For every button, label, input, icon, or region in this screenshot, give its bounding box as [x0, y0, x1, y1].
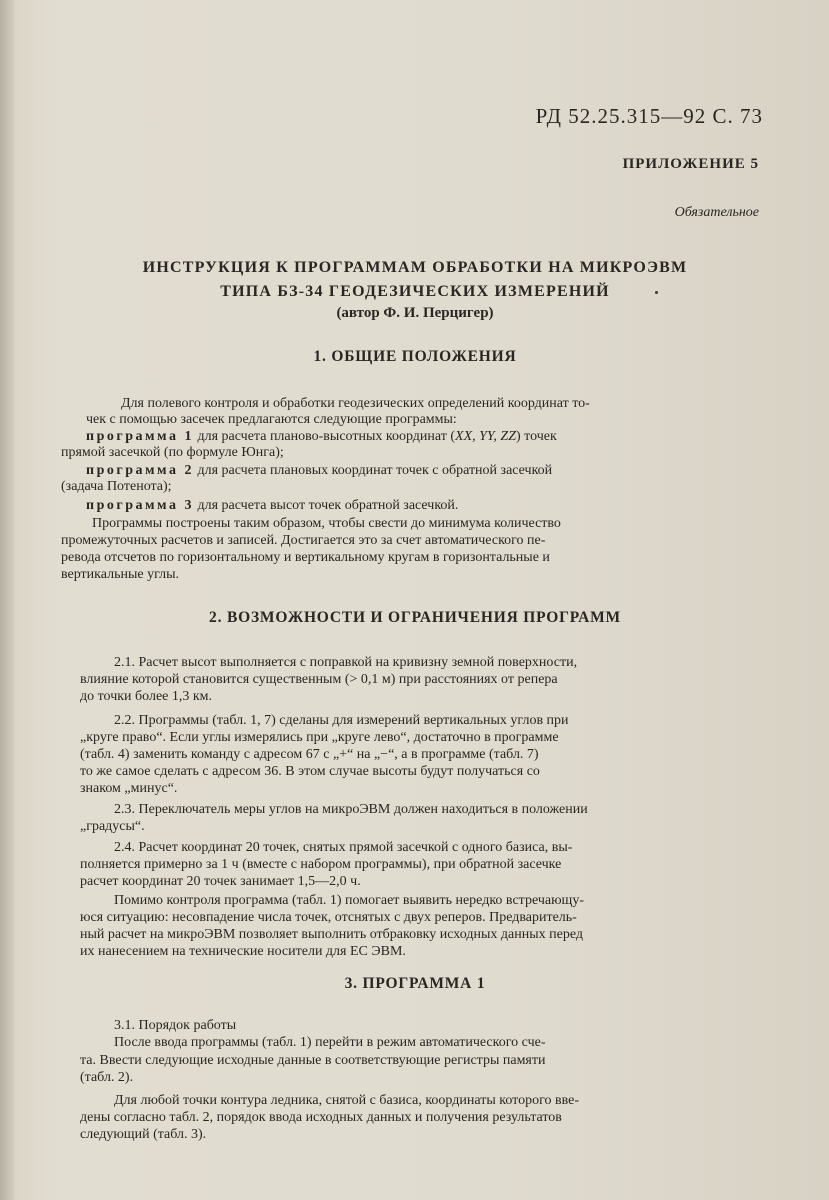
text-line: (табл. 2). [80, 1070, 134, 1085]
program-1-line [86, 429, 557, 446]
text-line: Программы построены таким образом, чтобы свести до минимума количество [92, 516, 561, 531]
title-line-1: ИНСТРУКЦИЯ К ПРОГРАММАМ ОБРАБОТКИ НА МИКРОЭВМ [142, 259, 688, 276]
section-1-heading: 1. ОБЩИЕ ПОЛОЖЕНИЯ [313, 348, 517, 365]
text-line: 2.2. Программы (табл. 1, 7) сделаны для измерений вертикальных углов при [114, 713, 569, 728]
text-line: Для полевого контроля и обработки геодезических определений координат то- [121, 396, 590, 411]
program-2-label: программа 2 [86, 463, 194, 478]
text-line: дены согласно табл. 2, порядок ввода исходных данных и получения результатов [80, 1110, 562, 1125]
text-line: 2.3. Переключатель меры углов на микроЭВМ должен находиться в положении [114, 802, 588, 817]
program-1-label: программа 1 [86, 429, 194, 444]
text-line: (табл. 4) заменить команду с адресом 67 с „+“ на „−“, а в программе (табл. 7) [80, 747, 539, 762]
section-3-heading: 3. ПРОГРАММА 1 [344, 975, 486, 992]
text-line: та. Ввести следующие исходные данные в соответствующие регистры памяти [80, 1053, 546, 1068]
text-line: Помимо контроля программа (табл. 1) помогает выявить нередко встречающу- [114, 893, 584, 908]
text-line: полняется примерно за 1 ч (вместе с набором программы), при обратной засечке [80, 857, 562, 872]
text-line: следующий (табл. 3). [80, 1127, 207, 1142]
section-2-heading: 2. ВОЗМОЖНОСТИ И ОГРАНИЧЕНИЯ ПРОГРАММ [209, 609, 621, 626]
text-span: для расчета плановых координат точек с обратной засечкой [193, 463, 553, 478]
text-line: (задача Потенота); [61, 479, 172, 494]
coords-text: XX, YY, ZZ [455, 429, 516, 444]
text-line: Для любой точки контура ледника, снятой с базиса, координаты которого вве- [114, 1093, 579, 1108]
text-line: „градусы“. [80, 819, 145, 834]
program-3-label: программа 3 [86, 498, 194, 513]
text-line: влияние которой становится существенным (> 0,1 м) при расстояниях от репера [80, 672, 558, 687]
subsection-heading: 3.1. Порядок работы [114, 1018, 237, 1033]
text-line: После ввода программы (табл. 1) перейти в режим автоматического сче- [114, 1035, 546, 1050]
text-line: „круге право“. Если углы измерялись при „круге лево“, достаточно в программе [80, 730, 559, 745]
author-line: (автор Ф. И. Перцигер) [336, 305, 494, 321]
text-line: промежуточных расчетов и записей. Достигается это за счет автоматического пе- [61, 533, 546, 548]
text-line: вертикальные углы. [61, 567, 180, 582]
title-line-2: ТИПА БЗ-34 ГЕОДЕЗИЧЕСКИХ ИЗМЕРЕНИЙ [220, 283, 610, 300]
text-line: до точки более 1,3 км. [80, 689, 213, 704]
text-line: прямой засечкой (по формуле Юнга); [61, 445, 284, 460]
text-line: ный расчет на микроЭВМ позволяет выполнить отбраковку исходных данных перед [80, 927, 583, 942]
text-line: то же самое сделать с адресом 36. В этом случае высоты будут получаться со [80, 764, 540, 779]
program-3-line [86, 498, 458, 515]
status-label: Обязательное [674, 205, 759, 220]
text-line: 2.4. Расчет координат 20 точек, снятых прямой засечкой с одного базиса, вы- [114, 840, 573, 855]
text-span: для расчета высот точек обратной засечкой. [193, 498, 459, 513]
text-span: ) точек [515, 429, 557, 444]
text-span: для расчета планово-высотных координат ( [193, 429, 456, 444]
document-code: РД 52.25.315—92 С. 73 [535, 104, 763, 128]
program-2-line [86, 463, 552, 480]
text-line: расчет координат 20 точек занимает 1,5—2,0 ч. [80, 874, 361, 889]
text-line: их нанесением на технические носители для ЕС ЭВМ. [80, 944, 406, 959]
text-line: знаком „минус“. [80, 781, 178, 796]
text-line: чек с помощью засечек предлагаются следующие программы: [86, 412, 457, 427]
text-line: юся ситуацию: несовпадение числа точек, отснятых с двух реперов. Предваритель- [80, 910, 577, 925]
print-speck [655, 291, 658, 294]
text-line: ревода отсчетов по горизонтальному и вертикальному кругам в горизонтальные и [61, 550, 550, 565]
appendix-label: ПРИЛОЖЕНИЕ 5 [622, 156, 759, 172]
text-line: 2.1. Расчет высот выполняется с поправкой на кривизну земной поверхности, [114, 655, 578, 670]
